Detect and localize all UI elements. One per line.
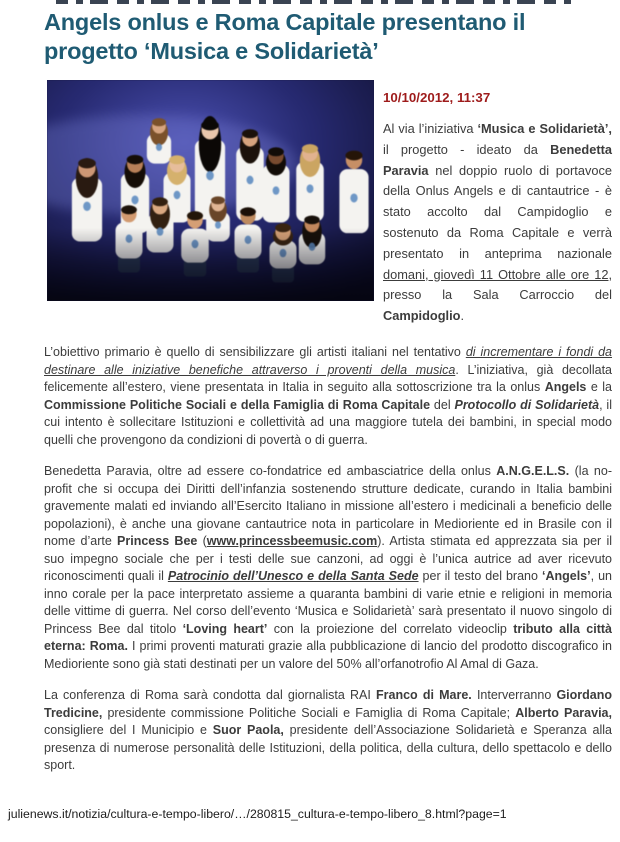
text-run: consigliere del I Municipio e xyxy=(44,723,213,737)
text-run: Suor Paola, xyxy=(212,723,284,737)
text-run: e la xyxy=(586,380,612,394)
text-run: I primi proventi maturati grazie alla pubblicazione di lancio del prodotto discografico in Medioriente sono già stati destinati per un valore del 50% all’orfanotrofio Al Amal di Gaza. xyxy=(44,639,612,671)
text-run: Patrocinio dell’Unesco e della Santa Sede xyxy=(167,569,419,583)
title-line: progetto ‘Musica e Solidarietà’ xyxy=(44,37,379,64)
text-run: (la no-profit che si occupa dei Diritti dell’infanzia sostenendo strutture dedicate, curando in Italia bambini gravemente malati ed inviando all’Esercito Italiano in missione all’estero i medicinali a beneficio delle popolazioni), è anche una giovane cantautrice nota in particolare in Medioriente ed in Brasile con il nome d’arte xyxy=(44,464,613,548)
text-run: presidente commissione Politiche Sociali e Famiglia di Roma Capitale; xyxy=(102,705,516,720)
text-run: Commissione Politiche Sociali e della Famiglia di Roma Capitale xyxy=(44,397,431,412)
cropped-content-top xyxy=(56,0,575,4)
text-run: ‘Loving heart’ xyxy=(182,621,268,636)
text-run: Benedetta Paravia xyxy=(383,141,612,178)
text-run: tributo alla città eterna: Roma. xyxy=(44,621,612,653)
article-body xyxy=(44,344,612,789)
text-run: . L’iniziativa, già decollata felicemente all’estero, viene presentata in Italia in seguito alla sottoscrizione tra la onlus xyxy=(44,362,612,394)
title-line: Angels onlus e Roma Capitale presentano il xyxy=(44,9,526,35)
text-run: con la proiezione del correlato videoclip xyxy=(267,621,514,636)
text-run: ‘Musica e Solidarietà’, xyxy=(477,121,612,136)
text-run: il progetto - ideato da xyxy=(383,141,551,157)
article-lead-paragraph xyxy=(383,119,612,327)
article-title xyxy=(44,8,604,65)
text-run: del xyxy=(430,397,455,412)
text-run: Angels xyxy=(544,380,587,394)
text-run: Protocollo di Solidarietà xyxy=(454,397,600,412)
article-paragraph-3 xyxy=(44,687,612,775)
text-run: Campidoglio xyxy=(383,308,461,324)
text-run: presidente dell’Associazione Solidarietà e Speranza alla presenza di numerose personalità delle Istituzioni, della politica, della cultura, dello spettacolo e dello sport. xyxy=(44,723,612,772)
text-run: La conferenza di Roma sarà condotta dal giornalista RAI xyxy=(44,688,377,702)
text-run: L’obiettivo primario è quello di sensibilizzare gli artisti italiani nel tentativo xyxy=(44,345,466,359)
article-paragraph-2 xyxy=(44,463,612,673)
text-run: nel doppio ruolo di portavoce della Onlus Angels e di cantautrice - è stato accolto dal Campidoglio e sostenuto da Roma Capitale e verrà presentato in anteprima nazionale xyxy=(383,162,612,261)
text-run: domani, giovedì 11 Ottobre alle ore 12, xyxy=(383,266,612,282)
text-run: Interverranno xyxy=(471,688,557,702)
text-run: ( xyxy=(197,534,207,548)
text-run: di incrementare i fondi da destinare alle iniziative benefiche attraverso i proventi della musica xyxy=(44,345,613,377)
text-run: per il testo del brano xyxy=(418,569,542,583)
photo-floor-shadow xyxy=(47,228,374,301)
photo-person xyxy=(263,147,290,222)
text-run: ‘Angels’ xyxy=(541,569,591,583)
text-run: presso la Sala Carroccio del xyxy=(383,287,612,303)
text-run: ). Artista stimata ed apprezzata sia per il suo impegno sociale che per i testi delle sue canzoni, ad oggi è l’unica autrice ad aver ricevuto riconoscimenti quali il xyxy=(44,534,612,583)
text-run: , un inno corale per la pace interpretato assieme a quaranta bambini di varie etnie e religioni in memoria delle vittime di guerra. Nel corso dell’evento ‘Musica e Solidarietà’ sarà presentato il nuovo singolo di Princess Bee dal titolo xyxy=(44,569,612,636)
text-run: Al via l’iniziativa xyxy=(383,121,478,136)
text-run: Franco di Mare. xyxy=(376,688,472,702)
text-run: Alberto Paravia, xyxy=(515,705,612,720)
side-column xyxy=(383,90,612,327)
group-photo-svg xyxy=(47,80,374,301)
text-run: Benedetta Paravia, oltre ad essere co-fondatrice ed ambasciatrice della onlus xyxy=(44,464,497,478)
article-paragraph-1 xyxy=(44,344,612,449)
text-run: Princess Bee xyxy=(117,534,198,548)
text-run: , il cui intento è sollecitare Istituzioni e collettività ad una maggiore tutela dei bambini, in special modo quelli che provengono da condizioni di povertà o di guerra. xyxy=(44,397,612,447)
article-photo xyxy=(47,80,374,301)
text-run: A.N.G.E.L.S. xyxy=(496,464,570,478)
text-run: . xyxy=(460,308,465,324)
princessbee-link[interactable]: www.princessbeemusic.com xyxy=(206,534,378,548)
photo-person xyxy=(236,129,264,221)
publish-date: 10/10/2012, 11:37 xyxy=(383,90,491,105)
text-run: Giordano Tredicine, xyxy=(44,688,613,720)
page-url: julienews.it/notizia/cultura-e-tempo-libero/…/280815_cultura-e-tempo-libero_8.html?page=1 xyxy=(8,807,507,821)
